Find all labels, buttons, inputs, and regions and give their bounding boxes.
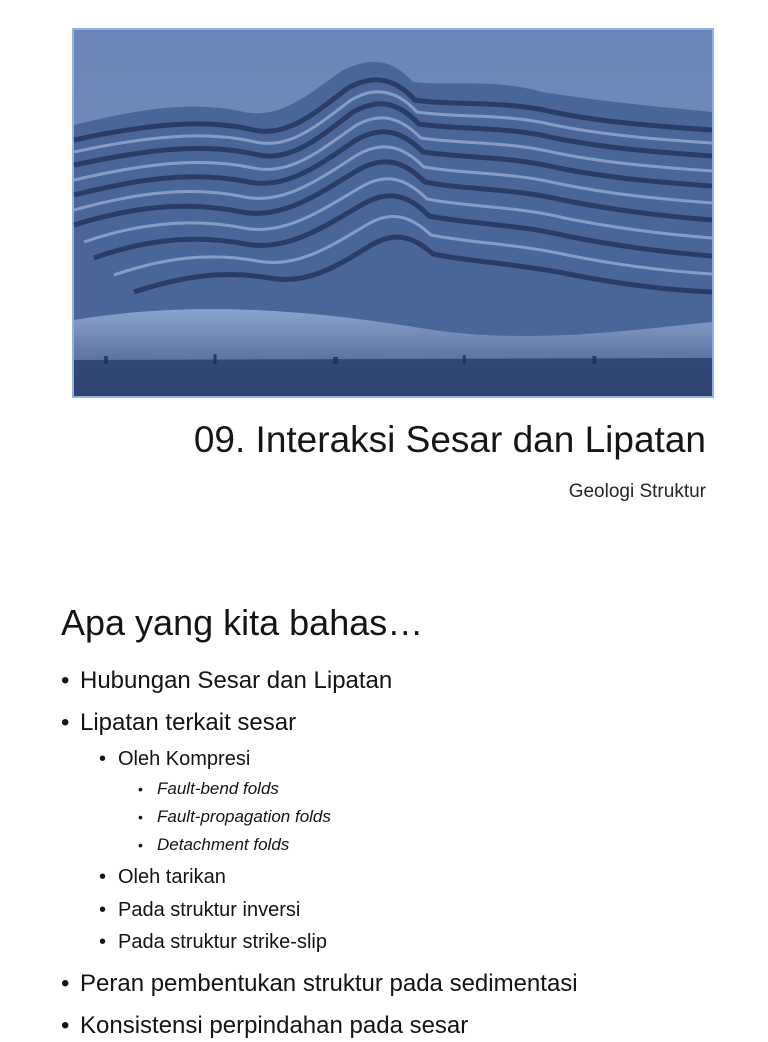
- bullet-icon: •: [99, 899, 107, 921]
- agenda-subitem-text: Oleh tarikan: [118, 866, 226, 888]
- agenda-subitem-text: Oleh Kompresi: [118, 748, 251, 770]
- agenda-item-text: Peran pembentukan struktur pada sedimentasi: [80, 970, 578, 997]
- bullet-icon: •: [99, 866, 107, 888]
- agenda-subsubitem: [138, 833, 289, 857]
- agenda-item: [61, 665, 392, 697]
- bullet-icon: •: [138, 809, 143, 825]
- agenda-item: [61, 1010, 468, 1042]
- bullet-icon: •: [138, 781, 143, 797]
- bullet-icon: •: [138, 837, 143, 853]
- bullet-icon: •: [61, 970, 70, 997]
- agenda-subitem: [99, 863, 226, 891]
- agenda-subitem: [99, 928, 327, 956]
- slide-title: 09. Interaksi Sesar dan Lipatan: [193, 419, 706, 460]
- agenda-subitem: [99, 745, 250, 773]
- agenda-subsubitem: [138, 777, 279, 801]
- bullet-icon: •: [61, 1012, 70, 1039]
- agenda-subsubitem: [138, 805, 331, 829]
- agenda-heading: Apa yang kita bahas…: [61, 602, 424, 643]
- agenda-subsubitem-text: Detachment folds: [157, 835, 290, 854]
- mountain-image: [74, 30, 712, 396]
- agenda-subsubitem-text: Fault-bend folds: [157, 779, 279, 798]
- bullet-icon: •: [61, 709, 70, 736]
- bullet-icon: •: [99, 931, 107, 953]
- agenda-subitem: [99, 896, 300, 924]
- agenda-subitem-text: Pada struktur strike-slip: [118, 931, 327, 953]
- agenda-subsubitem-text: Fault-propagation folds: [157, 807, 331, 826]
- bullet-icon: •: [61, 667, 70, 694]
- agenda-item-text: Hubungan Sesar dan Lipatan: [80, 667, 393, 694]
- bullet-icon: •: [99, 748, 107, 770]
- folded-strata-photo: [72, 28, 714, 398]
- agenda-subitem-text: Pada struktur inversi: [118, 899, 301, 921]
- agenda-item: [61, 968, 578, 1000]
- agenda-item: [61, 707, 296, 739]
- agenda-item-text: Lipatan terkait sesar: [80, 709, 297, 736]
- slide-subtitle: Geologi Struktur: [568, 481, 706, 502]
- agenda-item-text: Konsistensi perpindahan pada sesar: [80, 1012, 469, 1039]
